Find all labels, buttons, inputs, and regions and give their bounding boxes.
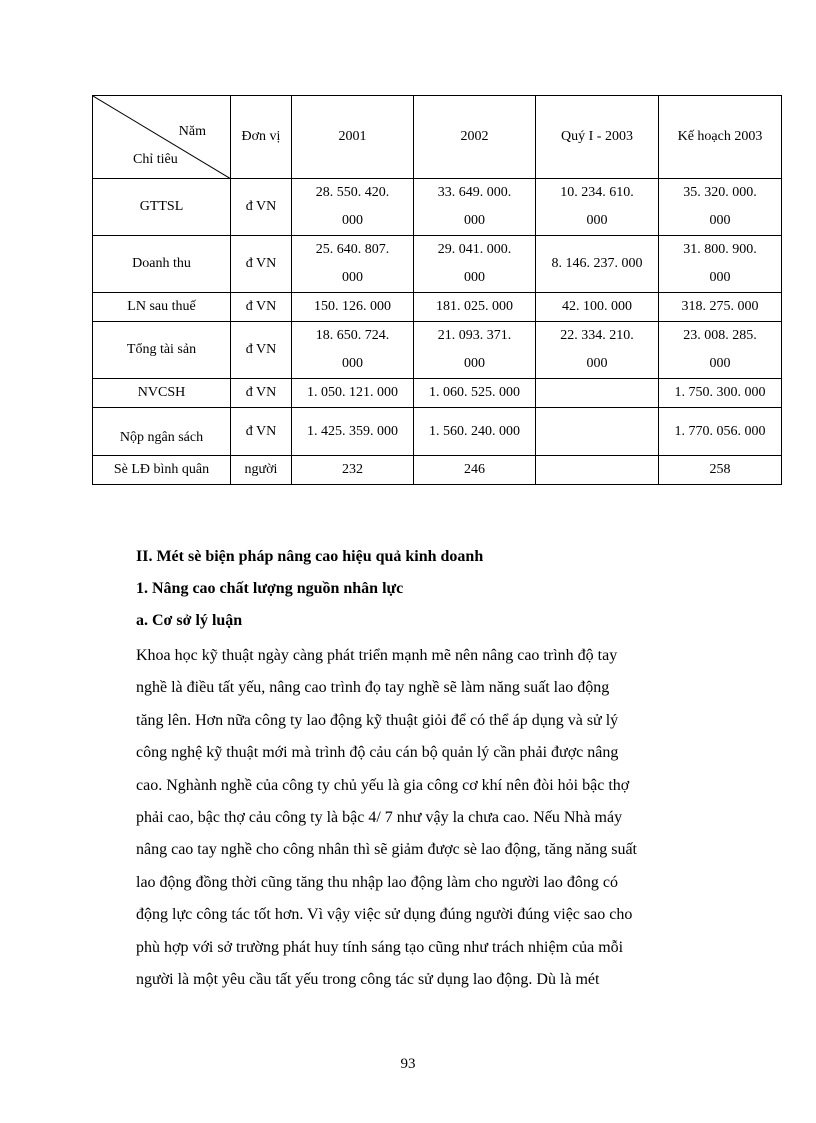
header-q1-2003: Quý I - 2003 — [536, 96, 659, 179]
cell-line: 000 — [709, 270, 731, 285]
header-indicator-label: Chỉ tiêu — [133, 152, 178, 167]
cell-line: 31. 800. 900. — [683, 242, 757, 257]
cell-line: 35. 320. 000. — [683, 185, 757, 200]
table-row — [93, 322, 782, 379]
cell-line: 000 — [586, 213, 608, 228]
cell-2002: 1. 060. 525. 000 — [414, 379, 536, 408]
cell-2001: 232 — [292, 456, 414, 485]
cell-plan-2003 — [659, 179, 782, 236]
row-unit: đ VN — [231, 293, 292, 322]
page-number: 93 — [400, 1056, 416, 1072]
cell-line: 000 — [464, 213, 485, 228]
cell-line: 000 — [464, 270, 485, 285]
body-paragraph — [136, 640, 746, 996]
row-label: LN sau thuế — [93, 293, 231, 322]
cell-line: 21. 093. 371. — [437, 328, 512, 343]
header-plan-2003: Kế hoạch 2003 — [659, 96, 782, 179]
cell-plan-2003 — [659, 236, 782, 293]
row-unit: đ VN — [231, 408, 292, 456]
body-line: nghề là điều tất yếu, nâng cao trình đọ tay nghề sẽ làm năng suất lao động — [136, 679, 610, 697]
row-label: Nộp ngân sách — [93, 408, 231, 456]
diagonal-header-cell — [93, 96, 231, 179]
cell-line: 22. 334. 210. — [560, 328, 634, 343]
cell-line: 18. 650. 724. — [315, 328, 390, 343]
row-label: Tổng tài sản — [93, 322, 231, 379]
cell-q1-2003: 42. 100. 000 — [536, 293, 659, 322]
row-label: NVCSH — [93, 379, 231, 408]
body-line: cao. Nghành nghề của công ty chủ yếu là gia công cơ khí nên đòi hỏi bậc thợ — [136, 776, 630, 794]
cell-q1-2003 — [536, 322, 659, 379]
section-heading: II. Mét sè biện pháp nâng cao hiệu quả kinh doanh — [136, 548, 484, 565]
body-line: động lực công tác tốt hơn. Vì vậy việc sử dụng đúng người đúng việc sao cho — [136, 906, 633, 924]
cell-2001 — [292, 322, 414, 379]
header-unit: Đơn vị — [231, 96, 292, 179]
cell-2002 — [414, 322, 536, 379]
cell-line: 000 — [342, 270, 363, 285]
body-line: lao động đồng thời cũng tăng thu nhập lao động làm cho người lao đông có — [136, 873, 618, 891]
table-row — [93, 293, 782, 322]
cell-line: 000 — [342, 213, 363, 228]
row-unit: đ VN — [231, 379, 292, 408]
cell-line: 000 — [586, 356, 608, 371]
statistics-table — [92, 95, 782, 485]
table-row — [93, 179, 782, 236]
cell-2002 — [414, 236, 536, 293]
subsubsection-heading: a. Cơ sở lý luận — [136, 612, 243, 629]
table-row — [93, 236, 782, 293]
cell-plan-2003: 318. 275. 000 — [659, 293, 782, 322]
cell-line: 33. 649. 000. — [437, 185, 512, 200]
header-2002: 2002 — [414, 96, 536, 179]
cell-line: 28. 550. 420. — [315, 185, 390, 200]
row-unit: đ VN — [231, 322, 292, 379]
cell-line: 29. 041. 000. — [437, 242, 512, 257]
cell-line: 23. 008. 285. — [683, 328, 757, 343]
cell-plan-2003: 1. 750. 300. 000 — [659, 379, 782, 408]
cell-line: 10. 234. 610. — [560, 185, 634, 200]
cell-plan-2003: 1. 770. 056. 000 — [659, 408, 782, 456]
table-row — [93, 408, 782, 456]
body-line: tăng lên. Hơn nữa công ty lao động kỹ thuật giỏi để có thể áp dụng và sử lý — [136, 711, 619, 729]
cell-q1-2003 — [536, 179, 659, 236]
table-row — [93, 379, 782, 408]
cell-2001: 1. 425. 359. 000 — [292, 408, 414, 456]
row-unit: người — [231, 456, 292, 485]
cell-2002: 181. 025. 000 — [414, 293, 536, 322]
cell-2002 — [414, 179, 536, 236]
cell-line: 000 — [342, 356, 363, 371]
subsection-heading: 1. Nâng cao chất lượng nguồn nhân lực — [136, 580, 404, 597]
row-label: Doanh thu — [93, 236, 231, 293]
cell-2002: 1. 560. 240. 000 — [414, 408, 536, 456]
cell-line: 25. 640. 807. — [315, 242, 390, 257]
body-line: phải cao, bậc thợ cảu công ty là bậc 4/ 7 như vậy la chưa cao. Nếu Nhà máy — [136, 809, 623, 827]
cell-line: 000 — [464, 356, 485, 371]
table-row — [93, 456, 782, 485]
cell-line: 000 — [709, 213, 731, 228]
cell-plan-2003 — [659, 322, 782, 379]
cell-2001: 1. 050. 121. 000 — [292, 379, 414, 408]
cell-q1-2003 — [536, 408, 659, 456]
table-header-row — [93, 96, 782, 179]
cell-line: 000 — [709, 356, 731, 371]
row-unit: đ VN — [231, 236, 292, 293]
body-line: Khoa học kỹ thuật ngày càng phát triển mạnh mẽ nên nâng cao trình độ tay — [136, 647, 618, 664]
body-line: nâng cao tay nghề cho công nhân thì sẽ giảm được sè lao động, tăng năng suất — [136, 841, 637, 859]
row-label: Sè LĐ bình quân — [93, 456, 231, 485]
header-year-label: Năm — [178, 124, 206, 139]
body-line: phù hợp với sở trường phát huy tính sáng tạo cũng như trách nhiệm của mỗi — [136, 938, 624, 956]
cell-2002: 246 — [414, 456, 536, 485]
cell-q1-2003 — [536, 456, 659, 485]
header-2001: 2001 — [292, 96, 414, 179]
cell-2001: 150. 126. 000 — [292, 293, 414, 322]
cell-q1-2003 — [536, 379, 659, 408]
body-line: công nghệ kỹ thuật mới mà trình độ cảu cán bộ quản lý cần phải được nâng — [136, 744, 619, 762]
cell-2001 — [292, 236, 414, 293]
row-unit: đ VN — [231, 179, 292, 236]
cell-q1-2003: 8. 146. 237. 000 — [536, 236, 659, 293]
cell-plan-2003: 258 — [659, 456, 782, 485]
row-label: GTTSL — [93, 179, 231, 236]
cell-2001 — [292, 179, 414, 236]
body-line: người là một yêu cầu tất yếu trong công tác sử dụng lao động. Dù là mét — [136, 971, 600, 989]
